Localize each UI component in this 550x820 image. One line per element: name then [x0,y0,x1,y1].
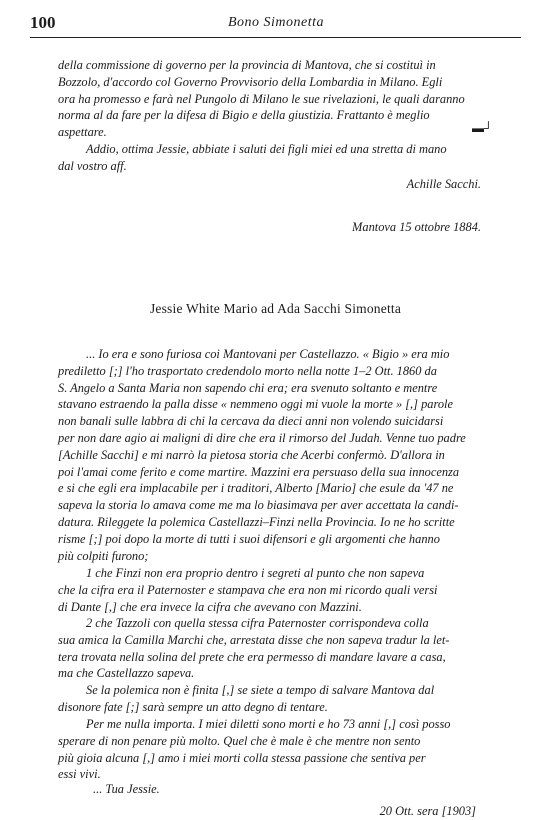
text-line: che la cifra era il Paternoster e stampava che era non mi ricordo quali versi [58,582,438,597]
letter2-paragraph-3 [58,615,521,682]
text-line: sapeva la storia lo amava come me ma lo biasimava per aver accettata la candi- [58,498,459,513]
text-line: non banali sulle labbra di chi la cercava da dieci anni non volendo suicidarsi [58,414,444,429]
letter1-paragraph [58,57,521,141]
text-line: Per me nulla importa. I miei diletti sono morti e ho 73 anni [,] così posso [86,717,451,731]
text-line: datura. Rileggete la polemica Castellazzi–Finzi nella Provincia. Io ne ho scritte [58,514,455,529]
text-line: di Dante [,] che era invece la cifra che avevano con Mazzini. [58,599,362,614]
letter2-closing: ... Tua Jessie. [93,782,160,796]
text-line: risme [;] poi dopo la morte di tutti i suoi difensori e gli argomenti che hanno [58,531,440,546]
text-line: [Achille Sacchi] e mi narrò la pietosa storia che Acerbi confermò. D'allora in [58,447,445,462]
text-line: prediletto [;] l'ho trasportato credendolo morto nella notte 1–2 Ott. 1860 da [58,363,437,378]
text-line: disonore fate [;] sarà sempre un atto degno di tentare. [58,699,328,714]
text-line: tera trovata nella solina del prete che era permesso di mandare lavare a casa, [58,649,446,664]
letter1-farewell [58,141,521,175]
text-line: Addio, ottima Jessie, abbiate i saluti dei figli miei ed una stretta di mano [86,142,447,156]
letter2-title: Jessie White Mario ad Ada Sacchi Simonetta [149,301,402,316]
page-number: 100 [30,13,56,32]
text-line: più colpiti furono; [58,548,149,563]
text-line: più gioia alcuna [,] amo i miei morti colla stessa passione che sentiva per [58,750,426,765]
running-head: Bono Simonetta [227,15,325,30]
letter2-paragraph-2 [58,565,521,615]
text-line: sperare di non penare più molto. Quel che è male è che mentre non sento [58,733,421,748]
text-line: ... Io era e sono furiosa coi Mantovani per Castellazzo. « Bigio » era mio [86,347,450,361]
page-header [30,13,522,35]
letter1-dateline: Mantova 15 ottobre 1884. [352,220,481,234]
text-line: 1 che Finzi non era proprio dentro i segreti al punto che non sapeva [86,566,425,580]
text-line: e si che egli era implacabile per i traditori, Alberto [Mario] che esule da '47 ne [58,481,454,496]
text-line: per non dare agio ai maligni di dire che era il rimorso del Judah. Venne tuo padre [58,430,466,445]
text-line: ora ha promesso e farà nel Pungolo di Milano le sue rivelazioni, le quali daranno [58,91,465,106]
text-line: ma che Castellazzo sapeva. [58,666,195,681]
text-line: della commissione di governo per la provincia di Mantova, che si costituì in [58,58,436,72]
printer-mark: ▬┘ [472,121,493,135]
text-line: Bozzolo, d'accordo col Governo Provvisorio della Lombardia in Milano. Egli [58,74,443,89]
header-rule [30,37,521,38]
letter2-paragraph-4 [58,682,521,716]
letter2-dateline: 20 Ott. sera [1903] [379,804,476,818]
letter2-paragraph-1 [58,346,521,564]
letter1-signature: Achille Sacchi. [406,177,481,191]
text-line: norma al da fare per la difesa di Bigio e della giustizia. Frattanto è meglio [58,108,430,123]
text-line: 2 che Tazzoli con quella stessa cifra Paternoster corrispondeva colla [86,616,429,630]
text-line: Se la polemica non è finita [,] se siete a tempo di salvare Mantova dal [86,683,435,697]
text-line: sua amica la Camilla Marchi che, arrestata disse che non sapeva tradur la let- [58,632,450,647]
text-line: stavano estraendo la palla disse « nemmeno oggi mi vuole la morte » [,] parole [58,397,453,412]
text-line: poi l'amai come ferito e come martire. Mazzini era persuaso della sua innocenza [58,464,460,479]
text-line: dal vostro aff. [58,158,127,173]
text-line: S. Angelo a Santa Maria non sapendo chi era; era svenuto soltanto e mentre [58,380,438,395]
text-line: aspettare. [58,125,107,140]
text-line: essi vivi. [58,767,101,782]
letter2-paragraph-5 [58,716,521,783]
